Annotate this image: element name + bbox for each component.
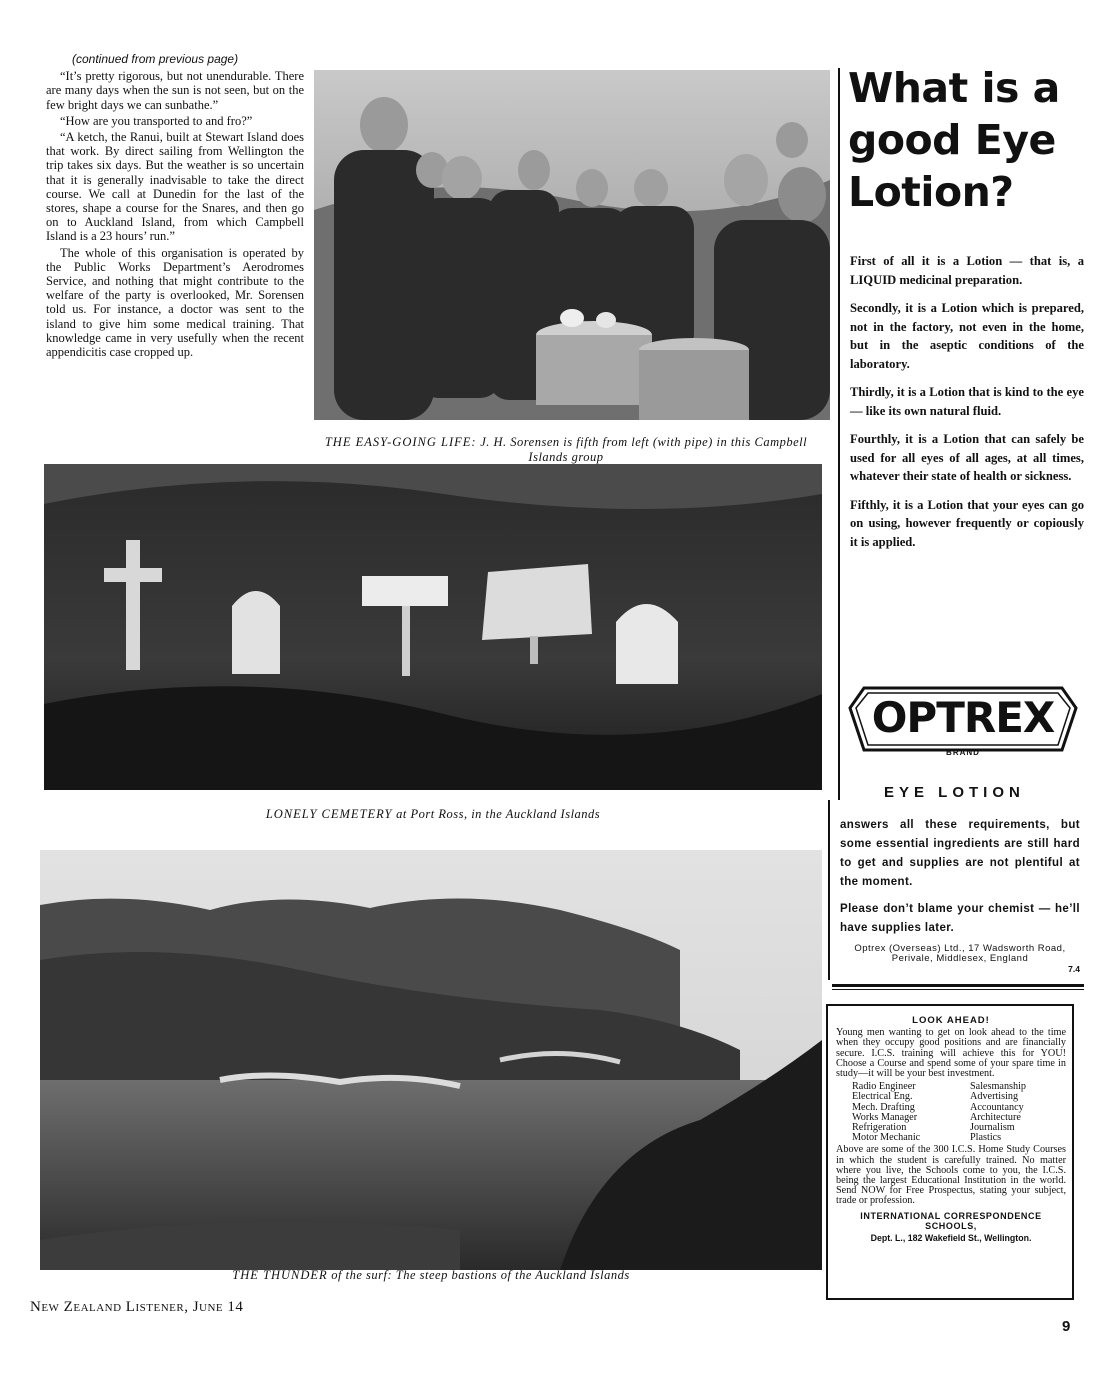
photo1-caption-text: J. H. Sorensen is fifth from left (with pipe) in this Campbell Islands group xyxy=(480,435,808,464)
continued-note: (continued from previous page) xyxy=(72,52,239,66)
optrex-paragraph: First of all it is a Lotion — that is, a LIQUID medicinal preparation. xyxy=(850,254,1084,287)
optrex-brand-sub: BRAND xyxy=(946,748,980,757)
photo3-caption-lead: THE THUNDER xyxy=(232,1268,328,1282)
optrex-headline: What is a good Eye Lotion? xyxy=(848,64,1060,216)
optrex-body xyxy=(850,252,1084,561)
optrex-paragraph: Secondly, it is a Lotion which is prepared, not in the factory, not even in the home, but in the aseptic conditions of the laboratory. xyxy=(850,301,1084,371)
ics-intro: Young men wanting to get on look ahead to the time when they occupy good positions and are financially secure. I.C.S. training will achieve this for YOU! Choose a Course and spend some of your spare time in study—it will be your best investment. xyxy=(836,1027,1066,1080)
ics-course: Plastics xyxy=(970,1132,1002,1144)
ics-title: LOOK AHEAD! xyxy=(912,1015,990,1026)
ics-course-list xyxy=(852,1082,1066,1143)
ics-ad xyxy=(826,1004,1074,1300)
ics-course: Mech. Drafting xyxy=(852,1101,915,1113)
optrex-paragraph: Thirdly, it is a Lotion that is kind to the eye — like its own natural fluid. xyxy=(850,385,1084,418)
group-photo xyxy=(314,70,830,420)
ics-course: Works Manager xyxy=(852,1111,918,1123)
publication-footer: New Zealand Listener, June 14 xyxy=(30,1299,244,1315)
ics-course: Salesmanship xyxy=(970,1081,1027,1093)
article-paragraph: “How are you transported to and fro?” xyxy=(60,113,253,128)
optrex-code: 7.4 xyxy=(1068,964,1080,974)
optrex-product: EYE LOTION xyxy=(884,784,1025,801)
article-paragraph: “It’s pretty rigorous, but not unendurable. There are many days when the sun is not seen, but on the few bright days we can sunbathe.” xyxy=(46,69,304,112)
optrex-answers: answers all these requirements, but some essential ingredients are still hard to get and supplies are not plentiful at the moment. xyxy=(840,819,1080,888)
surf-photo xyxy=(40,850,822,1270)
photo3-caption-text: of the surf: The steep bastions of the Auckland Islands xyxy=(331,1268,630,1282)
photo2-caption-text: at Port Ross, in the Auckland Islands xyxy=(396,807,601,821)
article-column xyxy=(46,52,304,361)
article-paragraph: The whole of this organisation is operated by the Public Works Department’s Aerodromes Service, and nothing that might contribute to the welfare of the party is overlooked, Mr. Sorensen told us. For instance, a doctor was sent to the island to give him some medical training. That knowledge came in very usefully when the recent appendicitis case cropped up. xyxy=(46,245,304,360)
photo1-caption xyxy=(310,435,822,465)
optrex-logo xyxy=(846,670,1080,770)
cemetery-photo xyxy=(44,464,822,790)
ics-course: Radio Engineer xyxy=(852,1081,916,1093)
optrex-please: Please don’t blame your chemist — he’ll have supplies later. xyxy=(840,903,1080,934)
ics-course: Advertising xyxy=(970,1091,1019,1103)
photo1-caption-lead: THE EASY-GOING LIFE: xyxy=(324,435,477,449)
ics-course: Journalism xyxy=(970,1122,1015,1134)
ics-body: Above are some of the 300 I.C.S. Home Study Courses in which the student is carefully trained. No matter where you live, the Schools come to you, the I.C.S. being the largest Educational Institution in the world. Send NOW for Free Prospectus, stating your subject, trade or profession. xyxy=(836,1144,1066,1207)
optrex-address: Optrex (Overseas) Ltd., 17 Wadsworth Road, Perivale, Middlesex, England xyxy=(854,943,1066,964)
ics-course: Motor Mechanic xyxy=(852,1132,921,1144)
ics-course: Electrical Eng. xyxy=(852,1091,913,1103)
ics-course: Refrigeration xyxy=(852,1122,907,1134)
optrex-brand-name: OPTREX xyxy=(871,693,1055,742)
ics-course: Accountancy xyxy=(970,1101,1024,1113)
page-number: 9 xyxy=(1062,1318,1071,1335)
article-paragraph: “A ketch, the Ranui, built at Stewart Island does that work. By direct sailing from Wellington the trip takes six days. But the weather is so uncertain that it is generally inadvisable to take the direct course. We call at Dunedin for the last of the stores, shape a course for the Snares, and then go on to Auckland Island, from which Campbell Island is a 23 hours’ run.” xyxy=(46,130,304,244)
optrex-paragraph: Fifthly, it is a Lotion that your eyes can go on using, however frequently or copiously it is applied. xyxy=(850,497,1084,549)
photo3-caption xyxy=(40,1268,822,1283)
ad-divider xyxy=(832,984,1084,987)
optrex-left-rule xyxy=(838,68,840,800)
ics-org-line2: SCHOOLS, xyxy=(925,1220,977,1231)
optrex-lower-rule xyxy=(828,800,830,980)
optrex-footer xyxy=(840,816,1080,974)
optrex-ad xyxy=(848,62,1092,218)
ics-course: Architecture xyxy=(970,1111,1021,1123)
ics-org-line1: INTERNATIONAL CORRESPONDENCE xyxy=(860,1210,1042,1221)
photo2-caption-lead: LONELY CEMETERY xyxy=(265,807,393,821)
ics-address: Dept. L., 182 Wakefield St., Wellington. xyxy=(870,1233,1032,1244)
ad-divider-thin xyxy=(832,989,1084,990)
optrex-paragraph: Fourthly, it is a Lotion that can safely be used for all eyes of all ages, at all times, whatever their state of health or sickness. xyxy=(850,432,1084,483)
photo2-caption xyxy=(44,807,822,822)
